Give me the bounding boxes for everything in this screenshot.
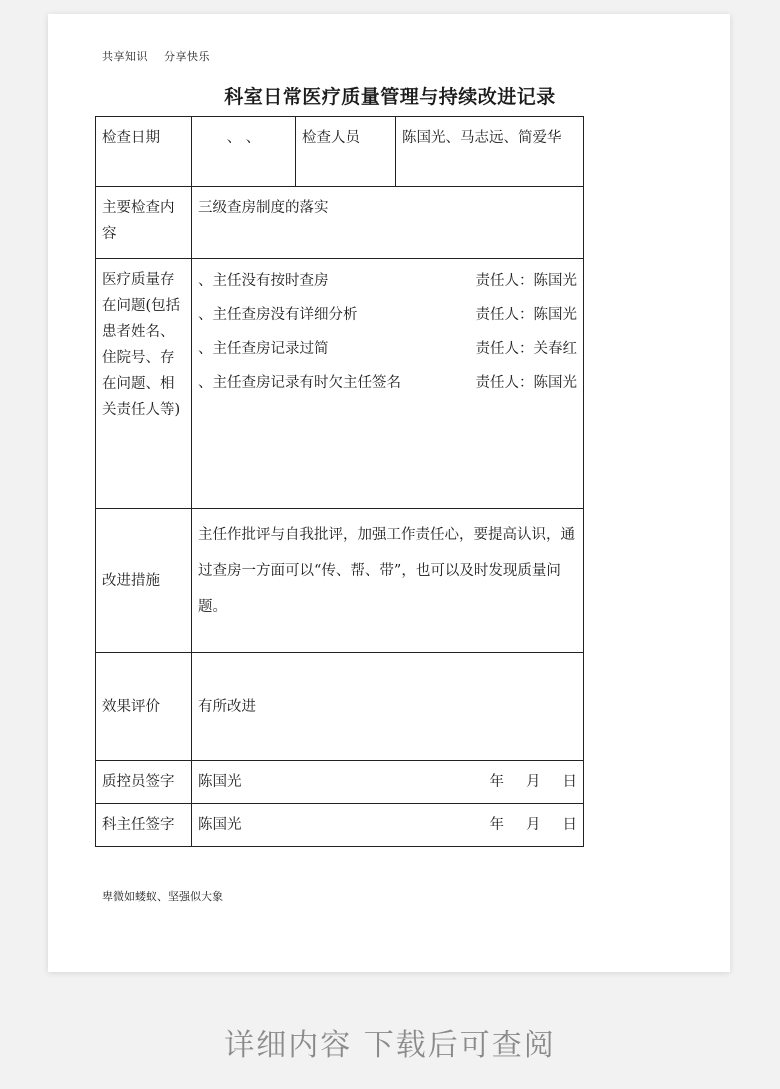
- sign-date: [468, 769, 578, 795]
- dept-sign-value: 陈国光: [198, 817, 242, 833]
- download-banner: 详细内容 下载后可查阅: [224, 1028, 556, 1063]
- measures-value: 主任作批评与自我批评，加强工作责任心，要提高认识，通过查房一方面可以“传、帮、带”，也可以及时发现质量问题。: [192, 509, 584, 653]
- effect-value: 有所改进: [192, 653, 584, 761]
- issue-text: 、主任查房记录过简: [198, 341, 329, 357]
- issue-text: 、主任没有按时查房: [198, 273, 329, 289]
- dept-sign-cell: [192, 804, 584, 847]
- date-day: 日: [562, 817, 577, 833]
- qc-sign-label: 质控员签字: [96, 761, 192, 804]
- document-title: 科室日常医疗质量管理与持续改进记录: [224, 86, 556, 108]
- sign-date: [468, 812, 578, 838]
- header-note: [102, 48, 210, 64]
- list-item: [198, 335, 577, 369]
- table-row: [96, 761, 584, 804]
- qc-sign-value: 陈国光: [198, 774, 242, 790]
- date-year: 年: [489, 817, 504, 833]
- header-note-right: 分享快乐: [164, 50, 210, 63]
- date-value: 、 、: [192, 117, 296, 187]
- list-item: [198, 369, 577, 403]
- list-item: [198, 267, 577, 301]
- record-table: [95, 116, 584, 847]
- table-row: [96, 804, 584, 847]
- issue-owner: 责任人：陈国光: [475, 375, 577, 391]
- issue-owner: 责任人：陈国光: [475, 273, 577, 289]
- table-row: [96, 187, 584, 259]
- date-month: 月: [526, 774, 541, 790]
- table-row: [96, 509, 584, 653]
- issues-list: [192, 259, 584, 509]
- date-label: 检查日期: [96, 117, 192, 187]
- inspector-label: 检查人员: [296, 117, 396, 187]
- date-year: 年: [489, 774, 504, 790]
- inspector-value: 陈国光、马志远、简爱华: [396, 117, 584, 187]
- issue-text: 、主任查房记录有时欠主任签名: [198, 375, 401, 391]
- issue-text: 、主任查房没有详细分析: [198, 307, 358, 323]
- issue-owner: 责任人：陈国光: [475, 307, 577, 323]
- list-item: [198, 301, 577, 335]
- date-day: 日: [562, 774, 577, 790]
- measures-label: 改进措施: [96, 509, 192, 653]
- table-row: [96, 259, 584, 509]
- header-note-left: 共享知识: [102, 50, 148, 63]
- dept-sign-label: 科主任签字: [96, 804, 192, 847]
- table-row: [96, 117, 584, 187]
- qc-sign-cell: [192, 761, 584, 804]
- footer-note: 卑微如蝼蚁、坚强似大象: [102, 890, 223, 903]
- issues-label: 医疗质量存在问题(包括患者姓名、住院号、存在问题、相关责任人等): [96, 259, 192, 509]
- date-month: 月: [526, 817, 541, 833]
- issue-owner: 责任人：关春红: [475, 341, 577, 357]
- effect-label: 效果评价: [96, 653, 192, 761]
- content-label: 主要检查内容: [96, 187, 192, 259]
- table-row: [96, 653, 584, 761]
- content-value: 三级查房制度的落实: [192, 187, 584, 259]
